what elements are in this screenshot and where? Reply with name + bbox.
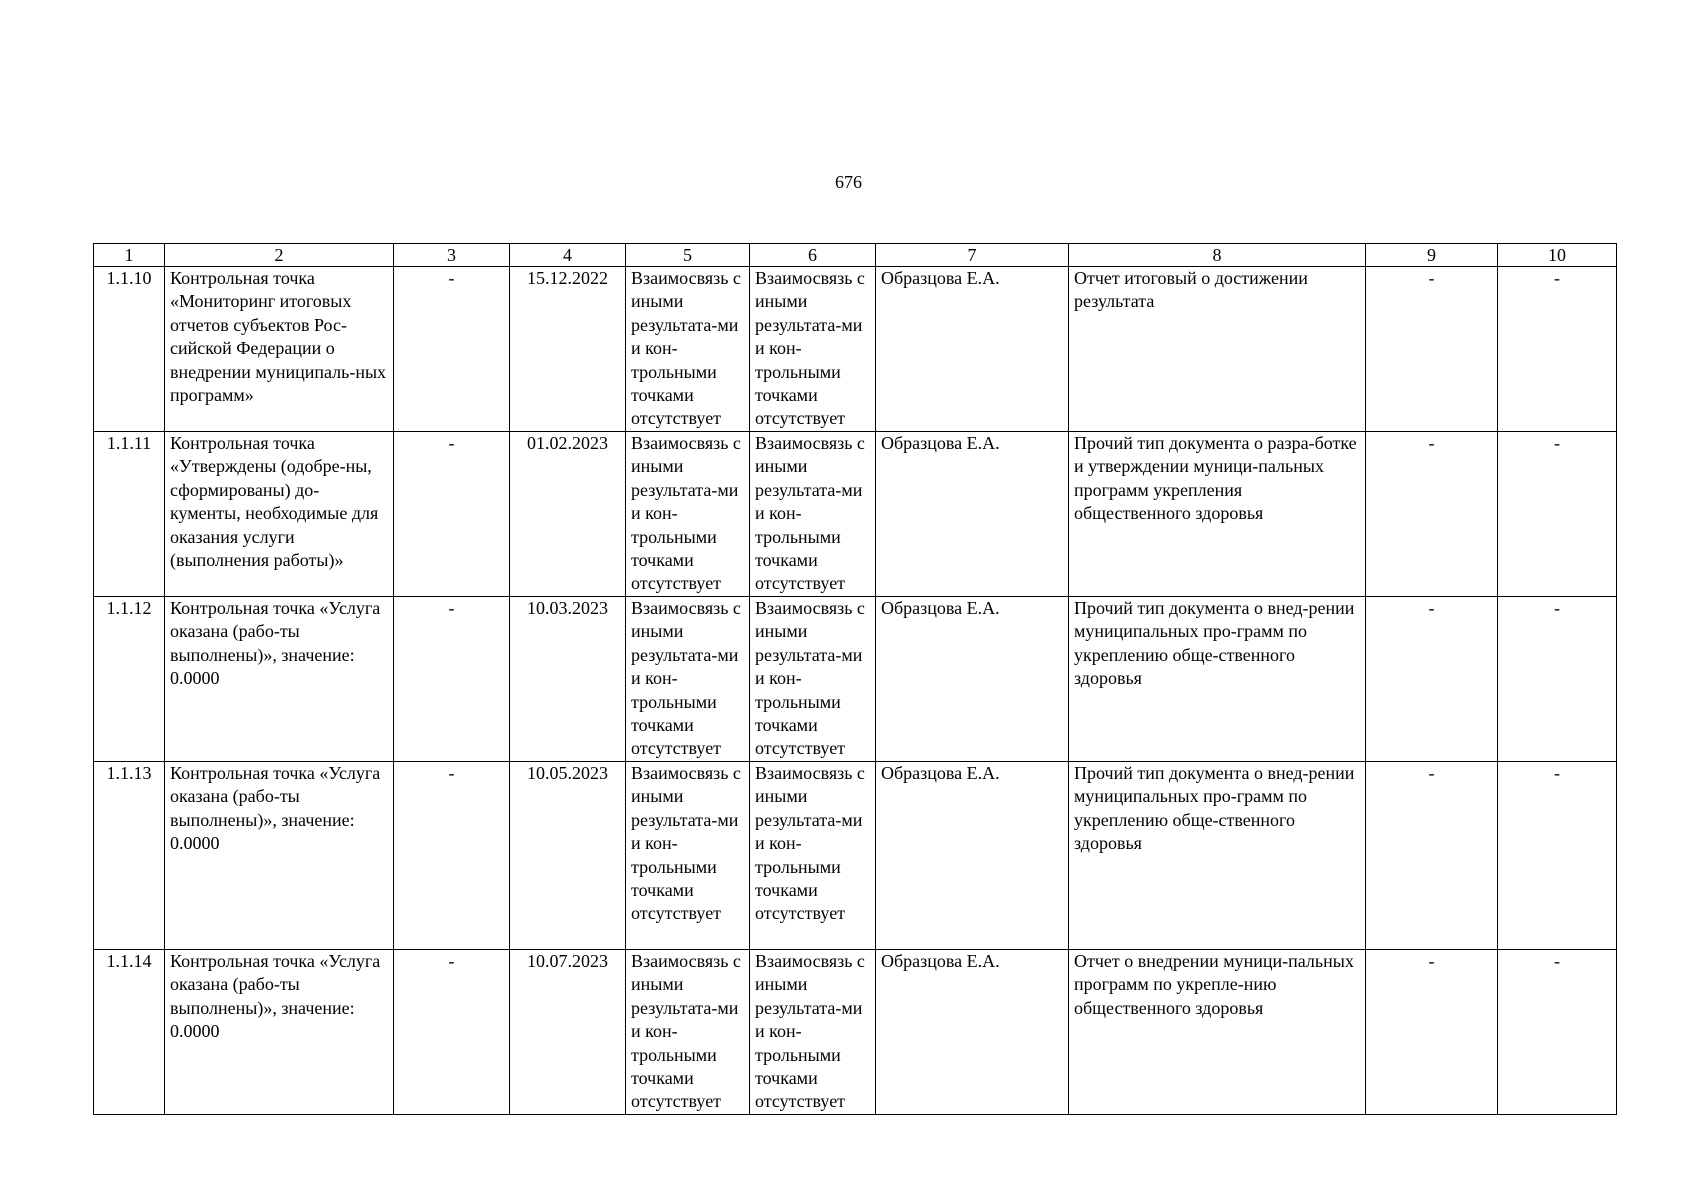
- column-header: 9: [1366, 244, 1498, 267]
- cell-name: Контрольная точка «Услуга оказана (рабо-ты выполнены)», значение: 0.0000: [165, 950, 394, 1115]
- cell-col9: -: [1366, 597, 1498, 762]
- table-row: [94, 432, 1617, 597]
- control-points-table: [93, 243, 1617, 1115]
- cell-document: Прочий тип документа о внед-рении муниципальных про-грамм по укреплению обще-ственного здоровья: [1069, 597, 1366, 762]
- column-header: 8: [1069, 244, 1366, 267]
- cell-col3: -: [394, 267, 510, 432]
- cell-relation-next: Взаимосвязь с иными результата-ми и кон-трольными точками отсутствует: [750, 762, 876, 950]
- column-header: 5: [626, 244, 750, 267]
- cell-col9: -: [1366, 432, 1498, 597]
- cell-relation-next: Взаимосвязь с иными результата-ми и кон-трольными точками отсутствует: [750, 597, 876, 762]
- cell-responsible: Образцова Е.А.: [876, 432, 1069, 597]
- cell-col10: -: [1498, 762, 1617, 950]
- cell-document: Отчет итоговый о достижении результата: [1069, 267, 1366, 432]
- cell-col3: -: [394, 432, 510, 597]
- cell-relation-prev: Взаимосвязь с иными результата-ми и кон-трольными точками отсутствует: [626, 267, 750, 432]
- cell-number: 1.1.10: [94, 267, 165, 432]
- cell-date: 15.12.2022: [510, 267, 626, 432]
- cell-document: Отчет о внедрении муници-пальных программ по укрепле-нию общественного здоровья: [1069, 950, 1366, 1115]
- cell-relation-prev: Взаимосвязь с иными результата-ми и кон-трольными точками отсутствует: [626, 432, 750, 597]
- cell-responsible: Образцова Е.А.: [876, 762, 1069, 950]
- cell-relation-next: Взаимосвязь с иными результата-ми и кон-трольными точками отсутствует: [750, 267, 876, 432]
- cell-col3: -: [394, 950, 510, 1115]
- column-header: 10: [1498, 244, 1617, 267]
- table-row: [94, 597, 1617, 762]
- table-row: [94, 950, 1617, 1115]
- header-row: [94, 244, 1617, 267]
- cell-relation-prev: Взаимосвязь с иными результата-ми и кон-трольными точками отсутствует: [626, 950, 750, 1115]
- column-header: 4: [510, 244, 626, 267]
- cell-relation-next: Взаимосвязь с иными результата-ми и кон-трольными точками отсутствует: [750, 950, 876, 1115]
- cell-responsible: Образцова Е.А.: [876, 267, 1069, 432]
- cell-col9: -: [1366, 267, 1498, 432]
- cell-document: Прочий тип документа о внед-рении муниципальных про-грамм по укреплению обще-ственного здоровья: [1069, 762, 1366, 950]
- cell-responsible: Образцова Е.А.: [876, 950, 1069, 1115]
- cell-col10: -: [1498, 267, 1617, 432]
- table-row: [94, 267, 1617, 432]
- column-header: 3: [394, 244, 510, 267]
- cell-number: 1.1.11: [94, 432, 165, 597]
- cell-col9: -: [1366, 950, 1498, 1115]
- cell-col10: -: [1498, 950, 1617, 1115]
- table-row: [94, 762, 1617, 950]
- cell-col9: -: [1366, 762, 1498, 950]
- column-header: 2: [165, 244, 394, 267]
- cell-date: 10.05.2023: [510, 762, 626, 950]
- cell-name: Контрольная точка «Услуга оказана (рабо-ты выполнены)», значение: 0.0000: [165, 762, 394, 950]
- column-header: 7: [876, 244, 1069, 267]
- cell-name: Контрольная точка «Мониторинг итоговых отчетов субъектов Рос-сийской Федерации о внедрении муниципаль-ных программ»: [165, 267, 394, 432]
- cell-date: 10.03.2023: [510, 597, 626, 762]
- cell-responsible: Образцова Е.А.: [876, 597, 1069, 762]
- column-header: 6: [750, 244, 876, 267]
- cell-number: 1.1.12: [94, 597, 165, 762]
- cell-date: 01.02.2023: [510, 432, 626, 597]
- cell-col10: -: [1498, 597, 1617, 762]
- cell-relation-next: Взаимосвязь с иными результата-ми и кон-трольными точками отсутствует: [750, 432, 876, 597]
- cell-number: 1.1.14: [94, 950, 165, 1115]
- cell-relation-prev: Взаимосвязь с иными результата-ми и кон-трольными точками отсутствует: [626, 597, 750, 762]
- cell-relation-prev: Взаимосвязь с иными результата-ми и кон-трольными точками отсутствует: [626, 762, 750, 950]
- page-number: 676: [835, 172, 862, 192]
- column-header: 1: [94, 244, 165, 267]
- cell-name: Контрольная точка «Услуга оказана (рабо-ты выполнены)», значение: 0.0000: [165, 597, 394, 762]
- cell-col10: -: [1498, 432, 1617, 597]
- cell-name: Контрольная точка «Утверждены (одобре-ны, сформированы) до-кументы, необходимые для оказания услуги (выполнения работы)»: [165, 432, 394, 597]
- cell-col3: -: [394, 762, 510, 950]
- cell-document: Прочий тип документа о разра-ботке и утверждении муници-пальных программ укрепления общественного здоровья: [1069, 432, 1366, 597]
- cell-date: 10.07.2023: [510, 950, 626, 1115]
- cell-col3: -: [394, 597, 510, 762]
- cell-number: 1.1.13: [94, 762, 165, 950]
